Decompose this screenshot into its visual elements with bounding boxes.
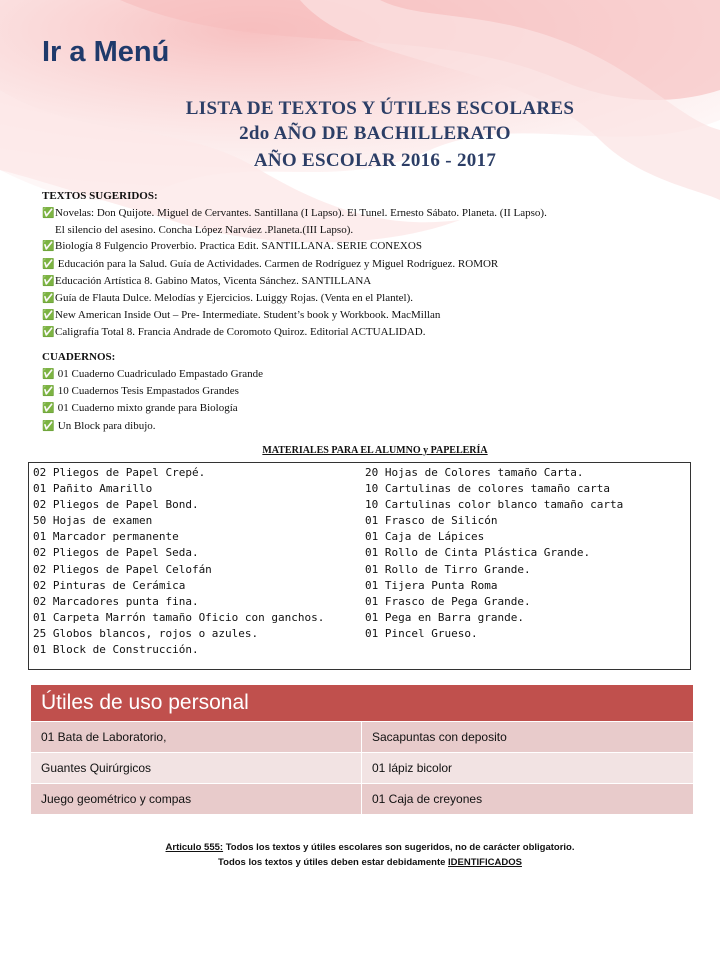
list-item: ✅Educación Artística 8. Gabino Matos, Vicenta Sánchez. SANTILLANA (42, 273, 692, 290)
checkbox-bullet-icon: ✅ (42, 386, 55, 398)
checkbox-bullet-icon: ✅ (42, 310, 55, 322)
list-item: ✅Guía de Flauta Dulce. Melodías y Ejercicios. Luiggy Rojas. (Venta en el Plantel). (42, 290, 692, 307)
checkbox-bullet-icon: ✅ (42, 208, 55, 219)
footer-note-2: Todos los textos y útiles deben estar debidamente IDENTIFICADOS (218, 857, 522, 868)
list-item: 25 Globos blancos, rojos o azules. (33, 626, 259, 640)
checkbox-bullet-icon: ✅ (42, 293, 55, 305)
list-item: ✅ 01 Cuaderno mixto grande para Biología (42, 400, 692, 417)
list-item: 02 Pinturas de Cerámica (33, 578, 186, 592)
table-cell: Guantes Quirúrgicos (31, 753, 362, 784)
table-row (31, 722, 693, 753)
materiales-right-column (365, 465, 623, 642)
checkbox-bullet-icon: ✅ (42, 275, 55, 287)
list-item: ✅ Un Block para dibujo. (42, 418, 692, 435)
article-label: Articulo 555: (165, 842, 224, 853)
title-line-3: AÑO ESCOLAR 2016 - 2017 (253, 150, 497, 171)
list-item: 01 Block de Construcción. (33, 643, 199, 657)
list-item: 20 Hojas de Colores tamaño Carta. (365, 466, 584, 479)
list-item: 10 Cartulinas color blanco tamaño carta (365, 498, 624, 512)
list-item: 02 Pliegos de Papel Crepé. (33, 466, 206, 479)
list-item: 01 Frasco de Pega Grande. (365, 594, 531, 608)
list-item: 02 Marcadores punta fina. (33, 594, 199, 608)
list-item: 02 Pliegos de Papel Bond. (33, 498, 199, 512)
identificados-label: IDENTIFICADOS (448, 857, 522, 868)
list-item: 01 Rollo de Cinta Plástica Grande. (365, 546, 591, 560)
list-item: 02 Pliegos de Papel Seda. (33, 546, 199, 560)
list-item: 01 Rollo de Tirro Grande. (365, 562, 531, 576)
textos-label: TEXTOS SUGERIDOS: (42, 190, 158, 202)
list-item: El silencio del asesino. Concha López Narváez .Planeta.(III Lapso). (55, 224, 354, 237)
table-cell: 01 Bata de Laboratorio, (31, 722, 362, 753)
cuadernos-list (42, 366, 692, 435)
table-cell: 01 lápiz bicolor (362, 753, 694, 784)
checkbox-bullet-icon: ✅ (42, 420, 55, 432)
checkbox-bullet-icon: ✅ (42, 241, 55, 253)
list-item: ✅New American Inside Out – Pre- Intermediate. Student’s book y Workbook. MacMillan (42, 307, 692, 324)
textos-list (42, 205, 692, 342)
list-item: 01 Pañito Amarillo (33, 482, 153, 496)
list-item: 01 Caja de Lápices (365, 530, 485, 544)
list-item: 50 Hojas de examen (33, 514, 153, 528)
checkbox-bullet-icon: ✅ (42, 369, 55, 380)
list-item: ✅ 01 Cuaderno Cuadriculado Empastado Grande (42, 366, 692, 383)
list-item: ✅ 10 Cuadernos Tesis Empastados Grandes (42, 383, 692, 400)
table-cell: 01 Caja de creyones (362, 784, 694, 815)
checkbox-bullet-icon: ✅ (42, 258, 55, 270)
list-item: ✅Novelas: Don Quijote. Miguel de Cervantes. Santillana (I Lapso). El Tunel. Ernesto Sábato. Planeta. (II Lapso). (42, 205, 692, 222)
table-row (31, 753, 693, 784)
checkbox-bullet-icon: ✅ (42, 403, 55, 415)
title-line-1: LISTA DE TEXTOS Y ÚTILES ESCOLARES (185, 98, 575, 119)
list-item: ✅Biología 8 Fulgencio Proverbio. Practica Edit. SANTILLANA. SERIE CONEXOS (42, 238, 692, 255)
table-cell: Juego geométrico y compas (31, 784, 362, 815)
materiales-left-column (33, 465, 324, 658)
table-row (31, 784, 693, 815)
menu-link[interactable]: Ir a Menú (42, 36, 170, 68)
list-item: ✅Caligrafía Total 8. Francia Andrade de Coromoto Quiroz. Editorial ACTUALIDAD. (42, 324, 692, 341)
personal-items-table (31, 685, 693, 814)
footer-note-1: Articulo 555: Todos los textos y útiles escolares son sugeridos, no de carácter obligatorio. (165, 842, 575, 853)
checkbox-bullet-icon: ✅ (42, 327, 55, 339)
materiales-box (28, 462, 691, 670)
list-item: 01 Carpeta Marrón tamaño Oficio con ganchos. (33, 610, 325, 624)
cuadernos-label: CUADERNOS: (42, 351, 116, 363)
list-item: 01 Pega en Barra grande. (365, 610, 524, 624)
list-item: 10 Cartulinas de colores tamaño carta (365, 482, 611, 496)
materiales-title: MATERIALES PARA EL ALUMNO y PAPELERÍA (262, 445, 488, 456)
list-item: 02 Pliegos de Papel Celofán (33, 562, 212, 576)
list-item: 01 Pincel Grueso. (365, 626, 478, 640)
list-item: ✅ Educación para la Salud. Guía de Actividades. Carmen de Rodríguez y Miguel Rodríguez. ROMOR (42, 256, 692, 273)
list-item: 01 Marcador permanente (33, 530, 179, 544)
table-header: Útiles de uso personal (31, 685, 693, 722)
list-item: 01 Frasco de Silicón (365, 514, 498, 528)
list-item: 01 Tijera Punta Roma (365, 578, 498, 592)
title-line-2: 2do AÑO DE BACHILLERATO (239, 123, 511, 144)
table-cell: Sacapuntas con deposito (362, 722, 694, 753)
